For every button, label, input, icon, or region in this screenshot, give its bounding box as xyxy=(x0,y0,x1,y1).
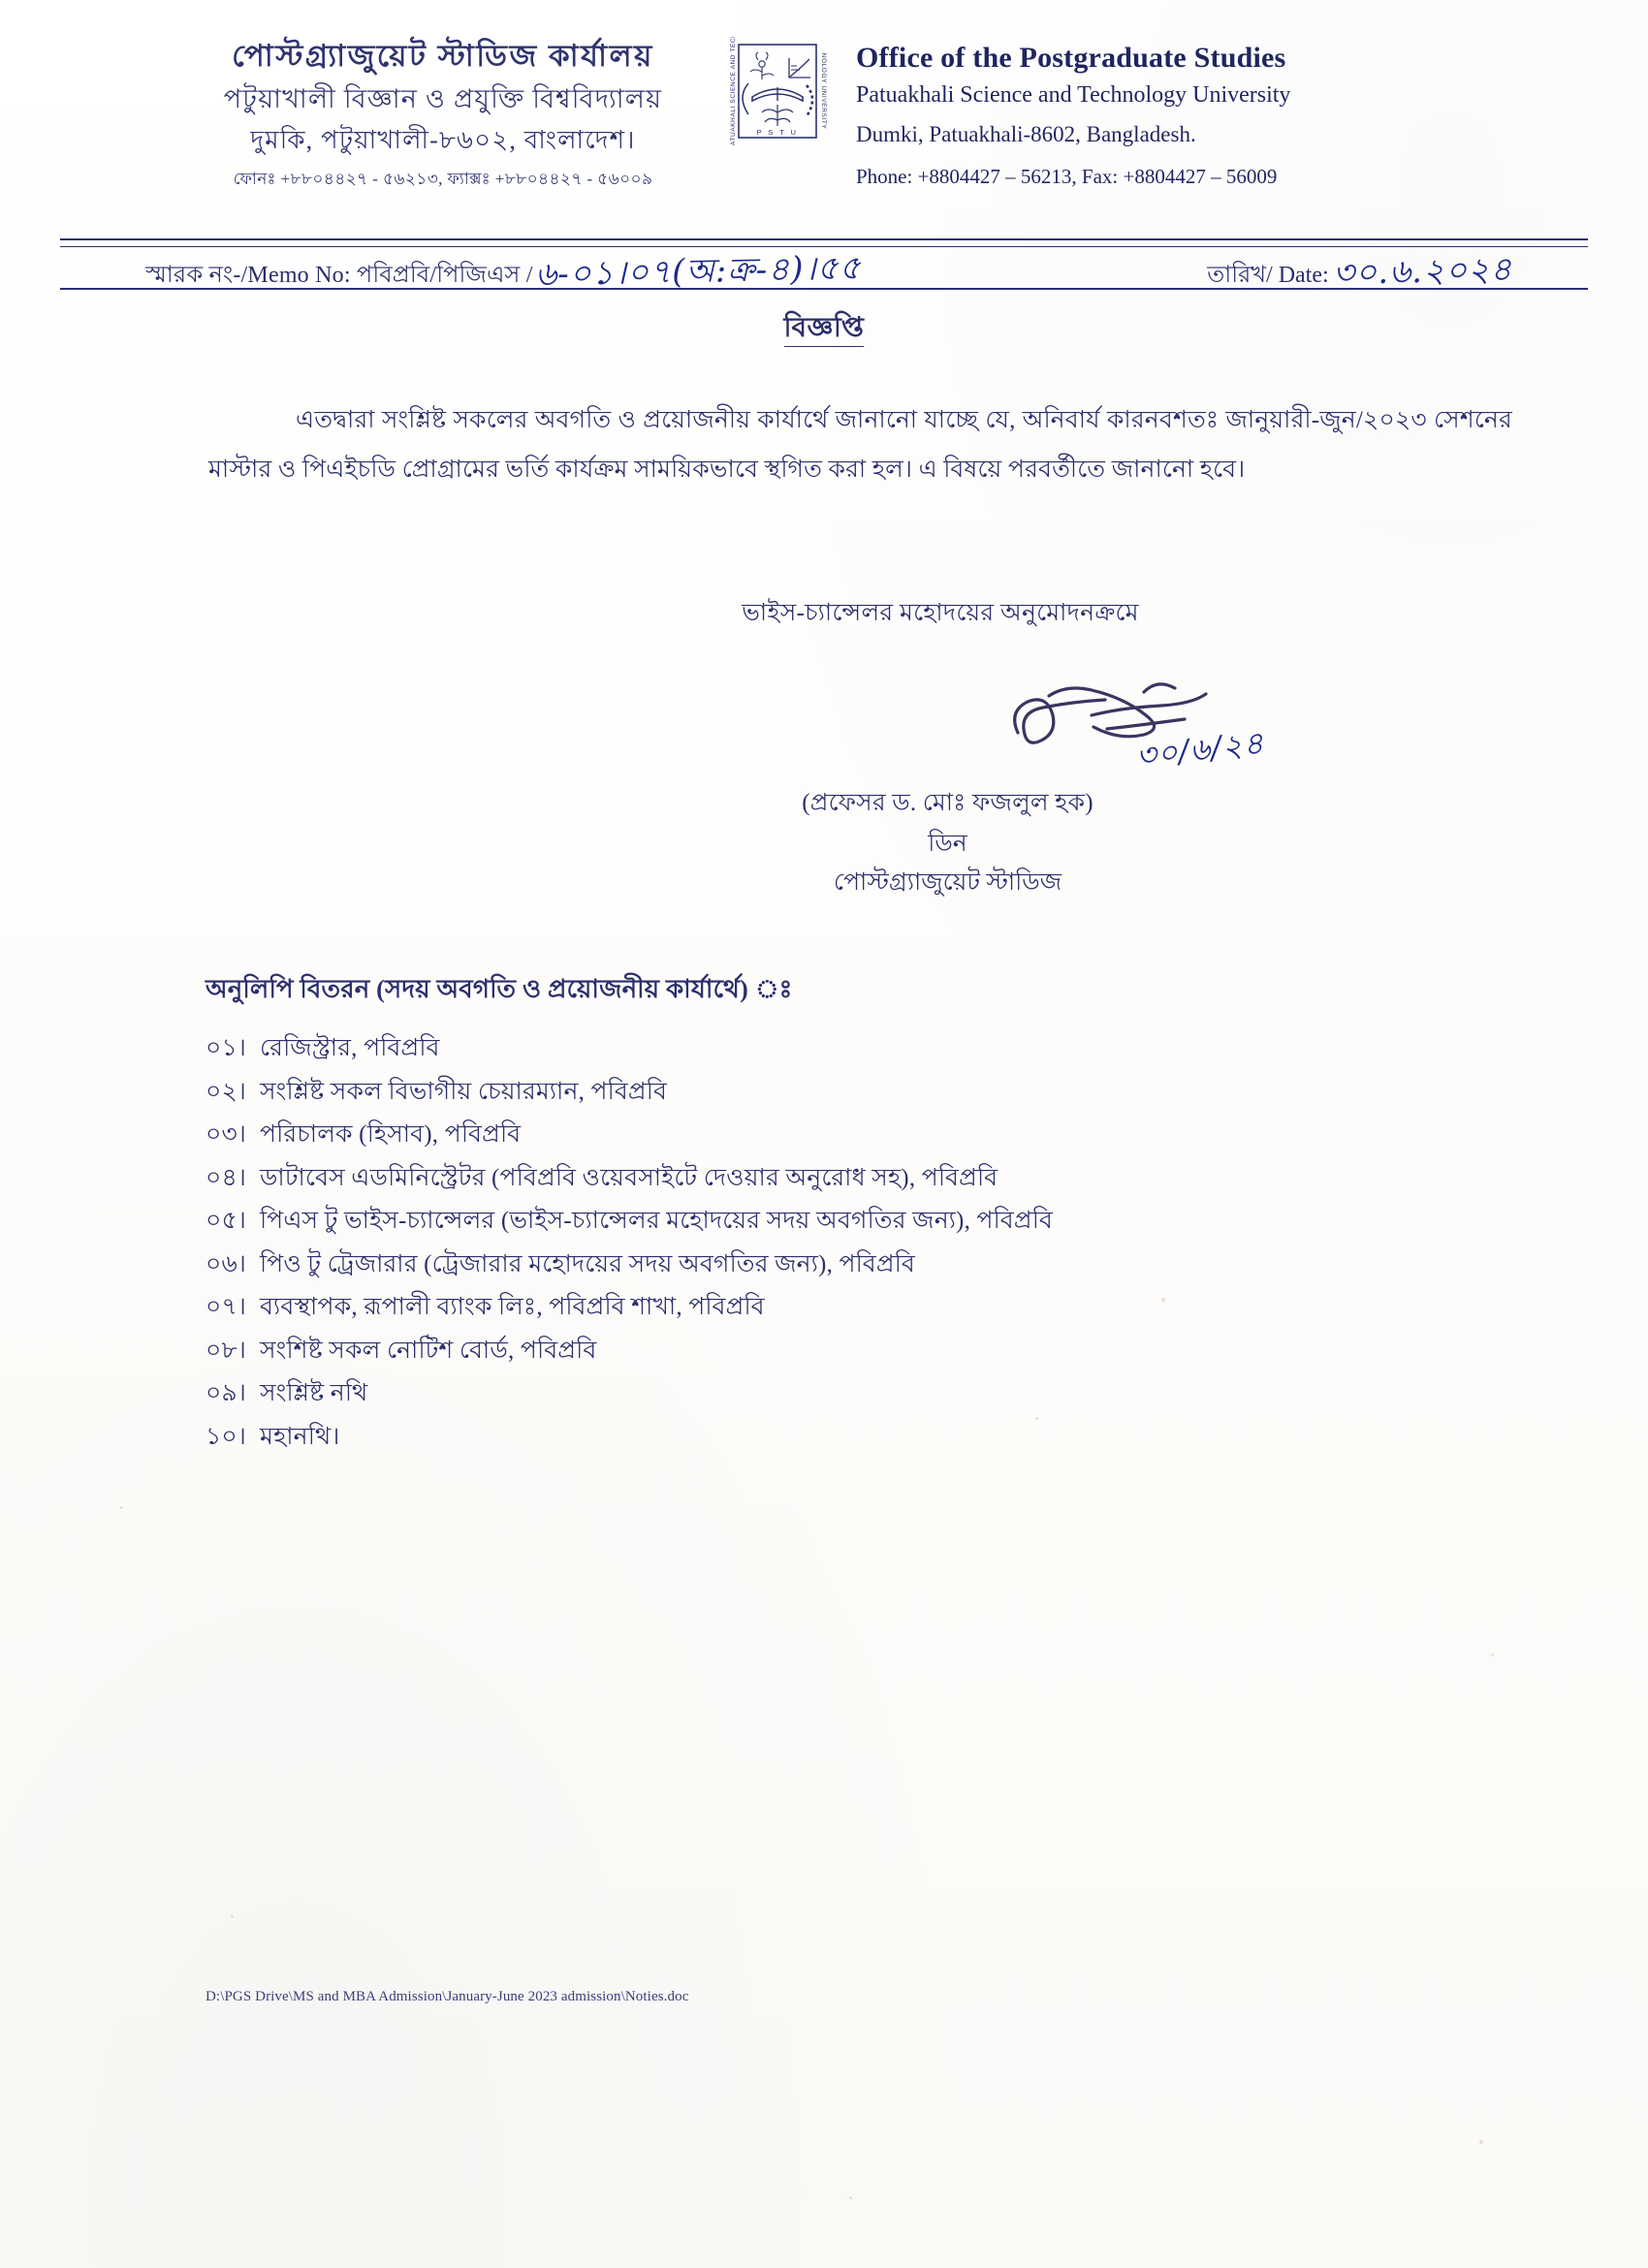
list-item xyxy=(206,1244,1532,1287)
distribution-title: অনুলিপি বিতরন (সদয় অবগতি ও প্রয়োজনীয় কার্যার্থে) ঃ xyxy=(206,975,793,1003)
distribution-list xyxy=(206,1027,1532,1459)
list-item xyxy=(206,1372,1532,1416)
list-item-number: ০২। xyxy=(206,1078,247,1105)
list-item xyxy=(206,1027,1532,1071)
list-item-number: ০৩। xyxy=(206,1121,247,1148)
letterhead xyxy=(0,29,1648,197)
signature-date: ৩০/৬/২৪ xyxy=(1134,724,1266,774)
list-item-number: ০৯। xyxy=(206,1380,247,1406)
list-item-text: পরিচালক (হিসাব), পবিপ্রবি xyxy=(260,1121,522,1148)
list-item xyxy=(206,1416,1532,1460)
english-phone: Phone: +8804427 – 56213, Fax: +8804427 – 56009 xyxy=(856,165,1278,189)
bengali-office-name: পোস্টগ্র্যাজুয়েট স্টাডিজ কার্যালয় xyxy=(232,39,654,73)
signatory-office-text: পোস্টগ্র্যাজুয়েট স্টাডিজ xyxy=(833,869,1062,896)
english-university-name: Patuakhali Science and Technology University xyxy=(856,81,1291,108)
list-item xyxy=(206,1286,1532,1330)
list-item-number: ০৫। xyxy=(206,1208,247,1234)
list-item xyxy=(206,1157,1532,1201)
english-address: Dumki, Patuakhali-8602, Bangladesh. xyxy=(856,122,1196,147)
notice-body-paragraph xyxy=(208,395,1512,495)
letterhead-english xyxy=(840,29,1476,194)
list-item-number: ০৭। xyxy=(206,1294,247,1320)
signature-block xyxy=(0,669,1648,896)
university-seal-icon xyxy=(723,37,832,145)
approval-text: ভাইস-চ্যান্সেলর মহোদয়ের অনুমোদনক্রমে xyxy=(742,600,1139,626)
list-item-text: পিএস টু ভাইস-চ্যান্সেলর (ভাইস-চ্যান্সেলর মহোদয়ের সদয় অবগতির জন্য), পবিপ্রবি xyxy=(260,1208,1054,1234)
paper-speck xyxy=(1479,2140,1483,2144)
paper-speck xyxy=(120,1506,123,1509)
memo-date-label: তারিখ/ Date: xyxy=(1207,263,1329,288)
signatory-name xyxy=(0,783,1648,825)
bengali-phone: ফোনঃ +৮৮০৪৪২৭ - ৫৬২১৩, ফ্যাক্সঃ +৮৮০৪৪২৭ - ৫৬০০৯ xyxy=(233,169,653,188)
list-item-text: সংশ্লিষ্ট সকল বিভাগীয় চেয়ারম্যান, পবিপ্রবি xyxy=(260,1078,668,1105)
paper-speck xyxy=(231,1915,234,1918)
list-item-text: মহানথি। xyxy=(260,1423,340,1450)
list-item-number: ০৬। xyxy=(206,1250,247,1277)
memo-date-value: ৩০.৬.২০২৪ xyxy=(1332,250,1513,293)
signatory-name-text: (প্রফেসর ড. মোঃ ফজলুল হক) xyxy=(802,790,1093,816)
signatory-office xyxy=(0,863,1648,904)
list-item xyxy=(206,1330,1532,1373)
memo-number-field xyxy=(145,246,862,301)
list-item-text: সংশ্লিষ্ট নথি xyxy=(260,1380,368,1406)
signatory-designation xyxy=(0,824,1648,866)
list-item xyxy=(206,1114,1532,1157)
list-item-number: ১০। xyxy=(206,1423,247,1450)
signatory-designation-text: ডিন xyxy=(928,831,967,857)
letterhead-bengali xyxy=(172,29,714,197)
list-item-text: রেজিস্ট্রার, পবিপ্রবি xyxy=(260,1035,440,1061)
paragraph-text: এতদ্বারা সংশ্লিষ্ট সকলের অবগতি ও প্রয়োজনীয় কার্যার্থে জানানো যাচ্ছে যে, অনিবার্য কারনবশতঃ জানুয়ারী-জুন/২০২৩ সেশনের মাস্টার ও পিএইচডি প্রোগ্রামের ভর্তি কার্যক্রম সাময়িকভাবে স্থগিত করা হল। এ বিষয়ে পরবর্তীতে জানানো হবে। xyxy=(208,407,1512,484)
svg-text:P S T U: P S T U xyxy=(756,128,799,137)
list-item xyxy=(206,1200,1532,1244)
list-item-number: ০৪। xyxy=(206,1164,247,1191)
notice-title xyxy=(0,306,1648,352)
notice-title-text: বিজ্ঞপ্তি xyxy=(784,313,865,347)
paper-speck xyxy=(849,2196,852,2199)
source-file-path: D:\PGS Drive\MS and MBA Admission\January-June 2023 admission\Noties.doc xyxy=(206,1989,689,2004)
bengali-university-name: পটুয়াখালী বিজ্ঞান ও প্রযুক্তি বিশ্ববিদ্যালয় xyxy=(223,83,663,113)
memo-number-value: ৬-০১।০৭(অ:ক্র-৪)।৫৫ xyxy=(534,248,862,295)
list-item-number: ০১। xyxy=(206,1035,247,1061)
english-office-name: Office of the Postgraduate Studies xyxy=(856,42,1286,74)
svg-text:NOLOGY UNIVERSITY: NOLOGY UNIVERSITY xyxy=(820,52,827,130)
paper-speck xyxy=(1161,1298,1165,1302)
list-item-text: সংশিষ্ট সকল নোটিশ বোর্ড, পবিপ্রবি xyxy=(260,1337,597,1364)
list-item-text: পিও টু ট্রেজারার (ট্রেজারার মহোদয়ের সদয় অবগতির জন্য), পবিপ্রবি xyxy=(260,1250,916,1277)
list-item-text: ব্যবস্থাপক, রূপালী ব্যাংক লিঃ, পবিপ্রবি শাখা, পবিপ্রবি xyxy=(260,1294,765,1320)
distribution-section xyxy=(206,969,1532,1459)
logo-container xyxy=(714,29,840,145)
memo-date-field xyxy=(1207,246,1512,301)
list-item-text: ডাটাবেস এডমিনিস্ট্রেটর (পবিপ্রবি ওয়েবসাইটে দেওয়ার অনুরোধ সহ), পবিপ্রবি xyxy=(260,1164,998,1191)
approval-line xyxy=(0,593,1648,635)
list-item-number: ০৮। xyxy=(206,1337,247,1364)
memo-number-label: স্মারক নং-/Memo No: পবিপ্রবি/পিজিএস / xyxy=(145,263,533,288)
bengali-address: দুমকি, পটুয়াখালী-৮৬০২, বাংলাদেশ। xyxy=(250,126,636,155)
list-item xyxy=(206,1071,1532,1115)
svg-text:PATUAKHALI SCIENCE AND TECH: PATUAKHALI SCIENCE AND TECH xyxy=(730,37,737,145)
paper-speck xyxy=(1491,1654,1494,1656)
paper-speck xyxy=(1035,1417,1038,1420)
